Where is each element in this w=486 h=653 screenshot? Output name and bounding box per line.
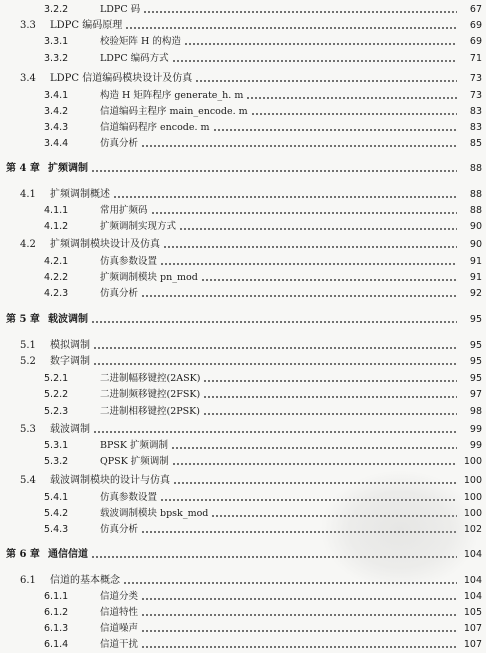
toc-entry-page: 99 — [469, 440, 482, 451]
toc-entry — [0, 312, 486, 328]
toc-entry-title: 载波调制 — [50, 424, 90, 435]
dot-leader — [203, 373, 457, 385]
toc-entry — [0, 387, 486, 403]
toc-entry-number: 5.2 — [20, 356, 36, 367]
toc-entry-page: 95 — [469, 356, 482, 367]
toc-entry-title: 信道的基本概念 — [50, 575, 120, 586]
dot-leader — [141, 138, 457, 150]
toc-entry-title: 仿真分析 — [100, 288, 139, 299]
toc-entry-title: 扩频调制 — [48, 163, 88, 174]
toc-entry-number: 3.3.1 — [44, 36, 69, 47]
dot-leader — [141, 623, 457, 635]
toc-entry-page: 104 — [463, 549, 482, 560]
toc-entry — [0, 605, 486, 621]
toc-entry-number: 4.2 — [20, 239, 36, 250]
dot-leader — [203, 406, 457, 418]
toc-entry-page: 88 — [469, 205, 482, 216]
toc-entry-number: 3.4 — [20, 73, 36, 84]
toc-entry-page: 100 — [463, 508, 482, 519]
toc-entry — [0, 270, 486, 286]
toc-entry-page: 83 — [469, 106, 482, 117]
dot-leader — [113, 189, 457, 201]
toc-entry-page: 100 — [463, 475, 482, 486]
toc-entry-page: 100 — [463, 492, 482, 503]
toc-entry-number: 4.1.2 — [44, 221, 69, 232]
toc-entry — [0, 621, 486, 637]
toc-entry — [0, 2, 486, 18]
toc-entry-title: LDPC 信道编码模块设计及仿真 — [50, 73, 193, 84]
toc-entry-title: 通信信道 — [48, 549, 88, 560]
toc-entry-number: 3.2.2 — [44, 4, 69, 15]
toc-entry — [0, 286, 486, 302]
toc-entry-page: 104 — [463, 575, 482, 586]
toc-entry-title: LDPC 码 — [100, 4, 141, 15]
toc-entry-title: 二进制幅移键控(2ASK) — [100, 373, 201, 384]
toc-entry-title: 信道分类 — [100, 591, 139, 602]
toc-entry-page: 88 — [469, 189, 482, 200]
toc-entry-number: 3.4.1 — [44, 90, 69, 101]
toc-entry-number: 6.1.2 — [44, 607, 69, 618]
dot-leader — [179, 221, 457, 233]
dot-leader — [141, 607, 457, 619]
toc-entry-number: 6.1.1 — [44, 591, 69, 602]
toc-entry-title: 载波调制模块 bpsk_mod — [100, 508, 209, 519]
toc-entry-number: 6.1 — [20, 575, 36, 586]
toc-entry — [0, 454, 486, 470]
toc-entry-title: 校验矩阵 H 的构造 — [100, 36, 181, 47]
toc-entry-title: 仿真分析 — [100, 138, 139, 149]
toc-entry-page: 67 — [469, 4, 482, 15]
dot-leader — [93, 424, 457, 436]
toc-entry-number: 5.4.3 — [44, 524, 69, 535]
toc-entry-title: 仿真参数设置 — [100, 492, 158, 503]
toc-entry-title: BPSK 扩频调制 — [100, 440, 168, 451]
toc-entry — [0, 354, 486, 370]
toc-entry-page: 105 — [463, 607, 482, 618]
toc-entry-page: 95 — [469, 314, 482, 325]
dot-leader — [163, 239, 457, 251]
toc-entry-page: 85 — [469, 138, 482, 149]
toc-entry-page: 102 — [463, 524, 482, 535]
toc-entry-page: 95 — [469, 373, 482, 384]
toc-entry-title: LDPC 编码方式 — [100, 53, 169, 64]
dot-leader — [141, 288, 457, 300]
dot-leader — [141, 639, 457, 651]
toc-entry-page: 100 — [463, 456, 482, 467]
toc-entry-number: 第 5 章 — [6, 314, 40, 325]
toc-entry — [0, 237, 486, 253]
toc-entry-page: 92 — [469, 288, 482, 299]
toc-entry — [0, 18, 486, 34]
toc-entry-page: 90 — [469, 239, 482, 250]
toc-entry-title: LDPC 编码原理 — [50, 20, 123, 31]
dot-leader — [91, 314, 457, 326]
dot-leader — [251, 106, 457, 118]
toc-entry-page: 69 — [469, 20, 482, 31]
toc-entry — [0, 219, 486, 235]
toc-entry — [0, 254, 486, 270]
toc-entry-number: 5.4.2 — [44, 508, 69, 519]
toc-entry-page: 97 — [469, 389, 482, 400]
dot-leader — [184, 36, 457, 48]
toc-entry — [0, 438, 486, 454]
toc-entry-number: 5.2.1 — [44, 373, 69, 384]
toc-entry-title: 信道干扰 — [100, 639, 139, 650]
dot-leader — [160, 256, 457, 268]
dot-leader — [141, 591, 457, 603]
toc-entry-number: 3.4.3 — [44, 122, 69, 133]
toc-entry-number: 3.3.2 — [44, 53, 69, 64]
dot-leader — [201, 272, 457, 284]
toc-entry-number: 5.3 — [20, 424, 36, 435]
toc-entry-page: 83 — [469, 122, 482, 133]
toc-entry-title: 信道编码程序 encode. m — [100, 122, 210, 133]
toc-entry-title: 模拟调制 — [50, 340, 90, 351]
toc-entry — [0, 120, 486, 136]
dot-leader — [171, 440, 457, 452]
toc-entry-page: 99 — [469, 424, 482, 435]
dot-leader — [93, 356, 457, 368]
toc-entry-title: 载波调制 — [48, 314, 88, 325]
toc-entry-title: 扩频调制实现方式 — [100, 221, 177, 232]
toc-entry — [0, 161, 486, 177]
toc-entry-page: 73 — [469, 90, 482, 101]
toc-entry-number: 第 6 章 — [6, 549, 40, 560]
toc-entry-page: 107 — [463, 639, 482, 650]
dot-leader — [125, 20, 457, 32]
dot-leader — [143, 4, 457, 16]
toc-entry-page: 90 — [469, 221, 482, 232]
toc-entry-page: 104 — [463, 591, 482, 602]
toc-entry-title: 数字调制 — [50, 356, 90, 367]
toc-entry — [0, 589, 486, 605]
toc-entry-title: 仿真分析 — [100, 524, 139, 535]
toc-entry — [0, 88, 486, 104]
toc-entry-number: 5.2.2 — [44, 389, 69, 400]
toc-entry-title: 信道编码主程序 main_encode. m — [100, 106, 248, 117]
toc-entry — [0, 187, 486, 203]
dot-leader — [203, 389, 457, 401]
toc-entry-number: 4.1 — [20, 189, 36, 200]
toc-entry-page: 88 — [469, 163, 482, 174]
toc-entry — [0, 71, 486, 87]
toc-entry — [0, 34, 486, 50]
toc-entry-number: 5.3.2 — [44, 456, 69, 467]
toc-entry-number: 3.4.4 — [44, 138, 69, 149]
toc-entry-number: 5.1 — [20, 340, 36, 351]
toc-entry-page: 73 — [469, 73, 482, 84]
toc-entry-page: 91 — [469, 272, 482, 283]
toc-entry-number: 4.1.1 — [44, 205, 69, 216]
dot-leader — [172, 53, 457, 65]
toc-entry — [0, 404, 486, 420]
toc-entry-page: 71 — [469, 53, 482, 64]
dot-leader — [213, 122, 457, 134]
toc-entry-title: 载波调制模块的设计与仿真 — [50, 475, 170, 486]
toc-entry-title: 构造 H 矩阵程序 generate_h. m — [100, 90, 244, 101]
toc-entry-page: 69 — [469, 36, 482, 47]
toc-entry-number: 6.1.4 — [44, 639, 69, 650]
toc-entry-number: 第 4 章 — [6, 163, 40, 174]
toc-entry-number: 3.3 — [20, 20, 36, 31]
toc-entry-title: 扩频调制模块 pn_mod — [100, 272, 198, 283]
dot-leader — [195, 73, 457, 85]
toc-entry-number: 5.2.3 — [44, 406, 69, 417]
toc-entry-number: 6.1.3 — [44, 623, 69, 634]
toc-entry — [0, 104, 486, 120]
toc-entry-title: 信道噪声 — [100, 623, 139, 634]
toc-entry-number: 3.4.2 — [44, 106, 69, 117]
toc-entry-page: 95 — [469, 340, 482, 351]
toc-entry-title: 二进制相移键控(2PSK) — [100, 406, 200, 417]
toc-entry-title: 扩频调制模块设计及仿真 — [50, 239, 160, 250]
dot-leader — [172, 456, 457, 468]
toc-entry-title: 扩频调制概述 — [50, 189, 110, 200]
toc-entry-page: 98 — [469, 406, 482, 417]
toc-entry-page: 91 — [469, 256, 482, 267]
toc-entry — [0, 422, 486, 438]
toc-entry — [0, 637, 486, 653]
toc-entry-title: 常用扩频码 — [100, 205, 148, 216]
toc-entry-number: 4.2.1 — [44, 256, 69, 267]
toc-entry-title: 信道特性 — [100, 607, 139, 618]
toc-entry-title: 仿真参数设置 — [100, 256, 158, 267]
dot-leader — [93, 340, 457, 352]
toc-entry — [0, 371, 486, 387]
toc-entry-page: 107 — [463, 623, 482, 634]
toc-entry — [0, 136, 486, 152]
toc-entry-number: 5.4.1 — [44, 492, 69, 503]
toc-entry — [0, 203, 486, 219]
toc-entry-number: 4.2.3 — [44, 288, 69, 299]
toc-entry — [0, 51, 486, 67]
toc-entry-number: 4.2.2 — [44, 272, 69, 283]
library-stamp-watermark — [320, 470, 480, 590]
toc-entry-number: 5.3.1 — [44, 440, 69, 451]
toc-entry — [0, 338, 486, 354]
dot-leader — [246, 90, 457, 102]
toc-entry-title: 二进制频移键控(2FSK) — [100, 389, 201, 400]
toc-entry-number: 5.4 — [20, 475, 36, 486]
dot-leader — [91, 163, 457, 175]
toc-entry-title: QPSK 扩频调制 — [100, 456, 169, 467]
dot-leader — [151, 205, 457, 217]
